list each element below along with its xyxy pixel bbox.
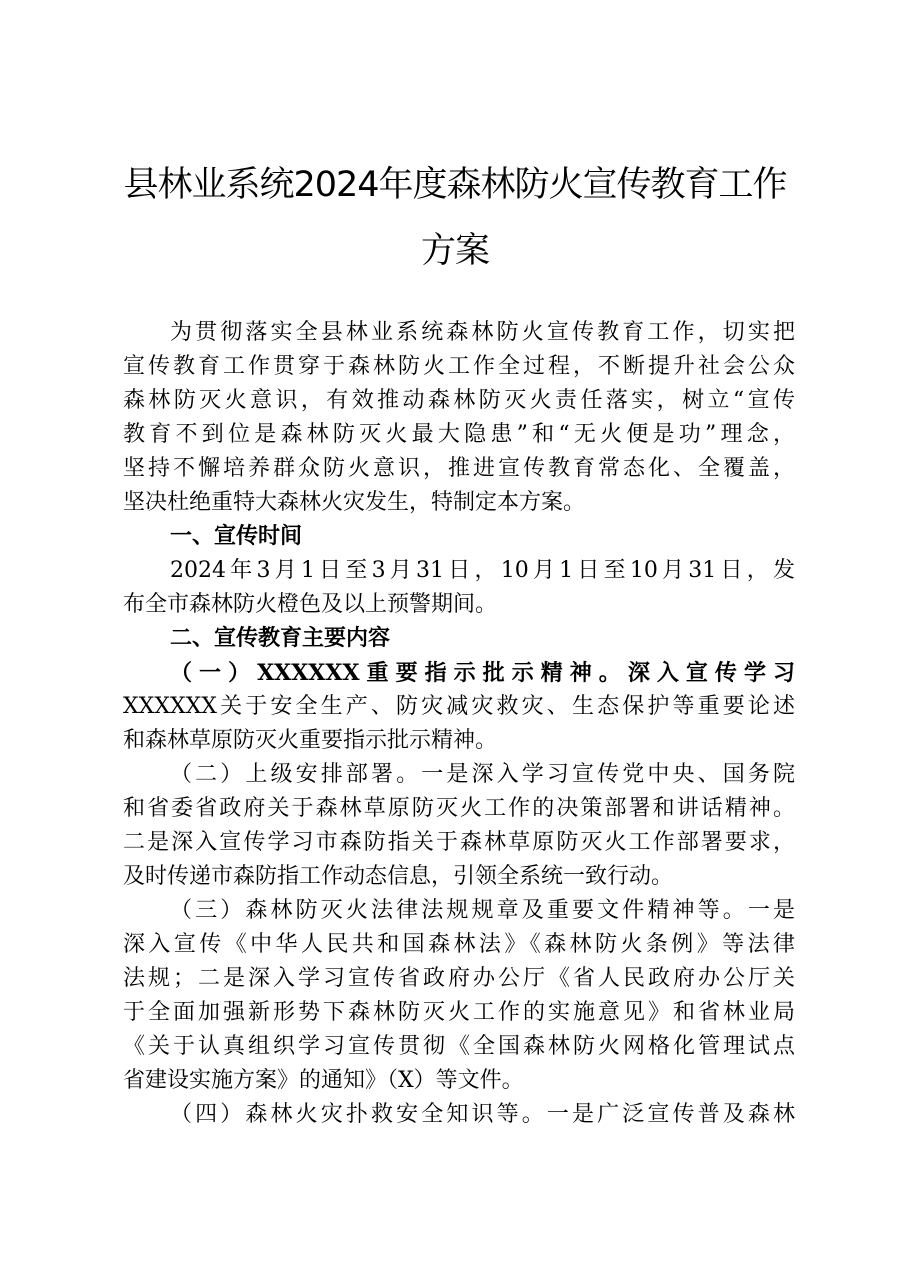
- item-4-line: （四）森林火灾扑救安全知识等。一是广泛宣传普及森林: [170, 1102, 795, 1127]
- section-heading-content: 二、宣传教育主要内容: [170, 626, 391, 651]
- item-1-line: 和森林草原防灭火重要指示批示精神。: [123, 728, 498, 753]
- item-3-line: 于全面加强新形势下森林防灭火工作的实施意见》和省林业局: [123, 1000, 795, 1025]
- item-3-line: 深入宣传《中华人民共和国森林法》《森林防火条例》等法律: [123, 932, 795, 957]
- item-1-line: （一）XXXXXX重要指示批示精神。深入宣传学习: [170, 660, 795, 686]
- item-2-line: 和省委省政府关于森林草原防灭火工作的决策部署和讲话精神。: [123, 796, 795, 821]
- item-3-line: 省建设实施方案》的通知》（X）等文件。: [123, 1068, 524, 1093]
- section-time-line: 布全市森林防火橙色及以上预警期间。: [123, 592, 498, 617]
- intro-line: 宣传教育工作贯穿于森林防火工作全过程，不断提升社会公众: [123, 354, 795, 379]
- item-1-line: XXXXXX关于安全生产、防灾减灾救灾、生态保护等重要论述: [123, 694, 795, 719]
- item-2-line: 二是深入宣传学习市森防指关于森林草原防灭火工作部署要求，: [123, 830, 795, 855]
- section-time-line: 2024年3月1日至3月31日，10月1日至10月31日，发: [170, 558, 795, 583]
- intro-line: 为贯彻落实全县林业系统森林防火宣传教育工作，切实把: [170, 320, 795, 345]
- document-title-line-1: 县林业系统2024年度森林防火宣传教育工作: [123, 165, 787, 205]
- item-2-line: 及时传递市森防指工作动态信息，引领全系统一致行动。: [123, 864, 674, 889]
- intro-line: 教育不到位是森林防灭火最大隐患”和“无火便是功”理念，: [123, 422, 795, 447]
- item-2-line: （二）上级安排部署。一是深入学习宣传党中央、国务院: [170, 762, 795, 787]
- item-3-line: （三）森林防灭火法律法规规章及重要文件精神等。一是: [170, 898, 795, 923]
- section-heading-time: 一、宣传时间: [170, 524, 303, 549]
- item-3-line: 《关于认真组织学习宣传贯彻《全国森林防火网格化管理试点: [123, 1034, 795, 1059]
- intro-line: 森林防灭火意识，有效推动森林防灭火责任落实，树立“宣传: [123, 388, 795, 413]
- item-3-line: 法规；二是深入学习宣传省政府办公厅《省人民政府办公厅关: [123, 966, 795, 991]
- intro-line: 坚持不懈培养群众防火意识，推进宣传教育常态化、全覆盖，: [123, 456, 795, 481]
- document-body: [123, 316, 795, 1132]
- intro-line: 坚决杜绝重特大森林火灾发生，特制定本方案。: [123, 490, 586, 515]
- document-title-line-2: 方案: [420, 231, 489, 271]
